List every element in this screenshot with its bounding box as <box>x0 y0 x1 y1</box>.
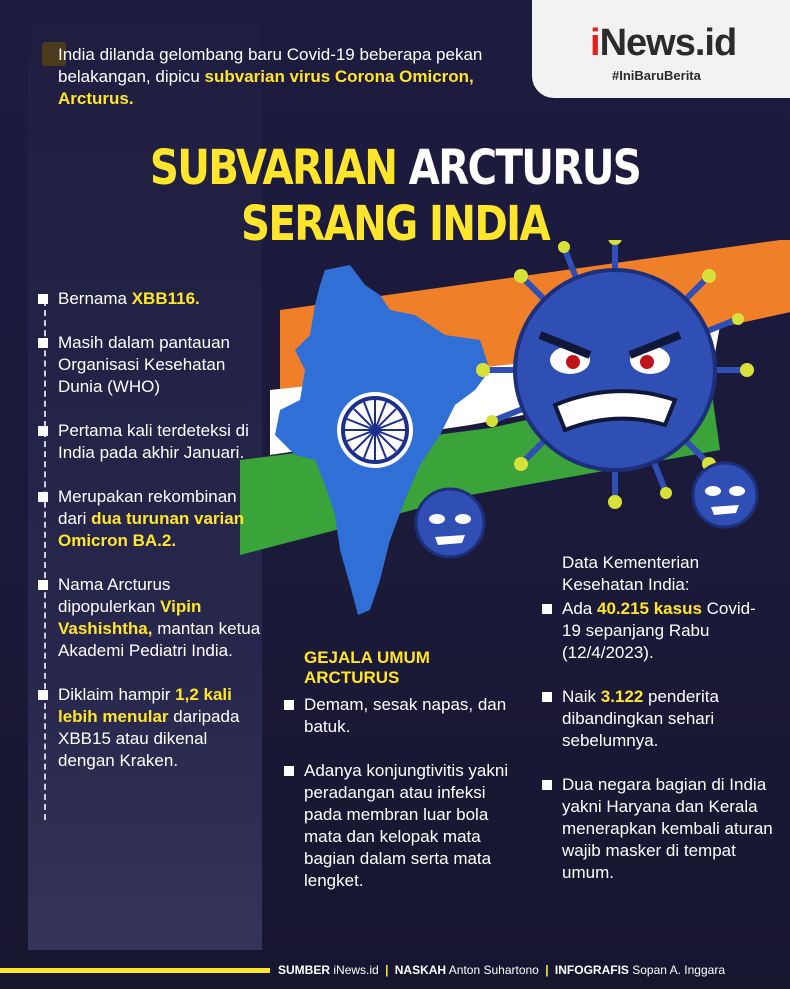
ministry-text: Covid-19 sepanjang Rabu (12/4/2023). <box>562 599 756 662</box>
bullet-square-icon <box>284 700 294 710</box>
symptom-text: Demam, sesak napas, dan batuk. <box>304 695 507 736</box>
fact-text: Masih dalam pantauan Organisasi Kesehatan Dunia (WHO) <box>58 333 231 396</box>
bullet-square-icon <box>542 604 552 614</box>
fact-item <box>38 486 266 552</box>
fact-text: Bernama <box>58 289 132 308</box>
footer-source-value: iNews.id <box>333 963 379 977</box>
intro-text-plain: India dilanda gelombang baru Covid-19 beberapa pekan belakangan, dipicu <box>58 45 483 86</box>
ministry-text: penderita dibandingkan sehari sebelumnya. <box>562 687 719 750</box>
ministry-data-list <box>542 598 774 906</box>
bullet-square-icon <box>38 294 48 304</box>
footer-writer-label: NASKAH <box>394 963 447 977</box>
symptom-text: Adanya konjungtivitis yakni peradangan atau infeksi pada membran luar bola mata dan kelopak mata bagian dalam serta mata lengket. <box>304 761 509 890</box>
bullet-square-icon <box>542 780 552 790</box>
fact-item <box>38 332 266 398</box>
fact-text: Merupakan rekombinan dari <box>58 487 237 528</box>
ministry-highlight: 40.215 kasus <box>596 599 702 618</box>
title-word-subvarian: SUBVARIAN <box>149 140 397 196</box>
ministry-item <box>542 774 774 884</box>
fact-item <box>38 574 266 662</box>
intro-text <box>58 44 528 110</box>
title-word-arcturus: ARCTURUS <box>408 140 641 196</box>
title-line-serang-india: SERANG INDIA <box>241 196 549 252</box>
bullet-square-icon <box>38 338 48 348</box>
fact-item <box>38 684 266 772</box>
bullet-square-icon <box>542 692 552 702</box>
ministry-item <box>542 686 774 752</box>
fact-highlight: dua turunan varian Omicron BA.2. <box>58 509 245 550</box>
bullet-square-icon <box>284 766 294 776</box>
ministry-heading: Data Kementerian Kesehatan India: <box>562 553 700 594</box>
fact-highlight: 1,2 kali lebih menular <box>58 685 232 726</box>
fact-text: mantan ketua Akademi Pediatri India. <box>58 619 261 660</box>
small-virus-icon <box>416 489 484 557</box>
ministry-highlight: 3.122 <box>600 687 644 706</box>
bullet-square-icon <box>38 580 48 590</box>
fact-text: Diklaim hampir <box>58 685 176 704</box>
bullet-square-icon <box>38 492 48 502</box>
fact-text: Pertama kali terdeteksi di India pada akhir Januari. <box>58 421 249 462</box>
fact-item <box>38 420 266 464</box>
bullet-square-icon <box>38 690 48 700</box>
footer-accent-line <box>0 968 270 973</box>
ministry-text: Ada <box>562 599 597 618</box>
footer-credits <box>278 963 725 977</box>
brand-logo <box>590 22 736 65</box>
symptom-item <box>284 694 524 738</box>
ministry-item <box>542 598 774 664</box>
symptoms-list <box>284 694 524 914</box>
footer-designer-label: INFOGRAFIS <box>554 963 629 977</box>
intro-text-highlight: subvarian virus Corona Omicron, Arcturus. <box>58 67 474 108</box>
footer-source-label: SUMBER <box>278 963 331 977</box>
fact-text: Nama Arcturus dipopulerkan <box>58 575 171 616</box>
brand-logo-prefix: i <box>590 22 600 64</box>
brand-logo-rest: News.id <box>599 22 737 64</box>
fact-highlight: XBB116. <box>131 289 200 308</box>
page-title <box>63 140 727 252</box>
symptom-item <box>284 760 524 892</box>
bullet-square-icon <box>38 426 48 436</box>
fact-text: daripada XBB15 atau dikenal dengan Kraken. <box>58 707 240 770</box>
ministry-text: Dua negara bagian di India yakni Haryana dan Kerala menerapkan kembali aturan wajib masker di tempat umum. <box>562 775 773 882</box>
fact-highlight: Vipin Vashishtha, <box>58 597 202 638</box>
footer-separator: | <box>545 963 549 977</box>
footer-writer-value: Anton Suhartono <box>448 963 539 977</box>
small-virus-icon <box>693 463 757 527</box>
footer-separator: | <box>385 963 389 977</box>
facts-list <box>38 288 266 794</box>
brand-tagline: #IniBaruBerita <box>612 68 701 83</box>
footer-designer-value: Sopan A. Inggara <box>632 963 725 977</box>
fact-item <box>38 288 266 310</box>
ashoka-chakra-icon <box>337 392 413 468</box>
symptoms-title: GEJALA UMUM ARCTURUS <box>304 648 430 687</box>
ministry-text: Naik <box>562 687 601 706</box>
